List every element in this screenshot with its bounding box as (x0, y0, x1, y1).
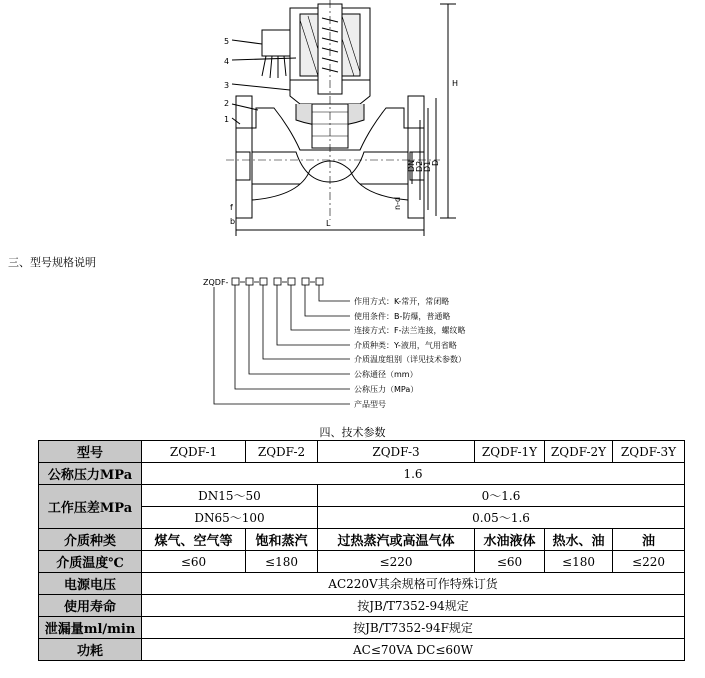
row-label-temperature: 介质温度℃ (39, 551, 142, 573)
row-label-lifespan: 使用寿命 (39, 595, 142, 617)
model-code-diagram (0, 270, 705, 420)
model-item-7: 产品型号 (354, 400, 386, 409)
model-cell-2: ZQDF-2 (246, 441, 318, 463)
dim-D1: D1 (423, 160, 432, 172)
model-item-4: 介质温度组别（详见技术参数） (354, 355, 466, 364)
table-title: 四、技术参数 (319, 426, 386, 439)
model-cell-1: ZQDF-1 (142, 441, 246, 463)
dim-DN: DN (407, 159, 416, 172)
temp-cell-3y: ≤220 (613, 551, 685, 573)
model-item-3: 介质种类：Y-液用，气用省略 (354, 341, 457, 350)
part-label-1: 1 (224, 115, 230, 124)
medium-cell-1y: 水油液体 (475, 529, 545, 551)
part-label-4: 4 (224, 57, 230, 66)
dim-b: b (230, 217, 236, 226)
table-row-leakage (39, 617, 685, 639)
valve-cross-section-drawing (0, 0, 705, 250)
model-cell-2y: ZQDF-2Y (545, 441, 613, 463)
temp-cell-2y: ≤180 (545, 551, 613, 573)
model-item-5: 公称通径（mm） (354, 370, 418, 379)
row-label-power: 功耗 (39, 639, 142, 661)
working-pressure-dn-1: DN15～50 (142, 485, 318, 507)
model-item-1: 使用条件：B-防爆，普通略 (354, 312, 451, 321)
row-label-leakage: 泄漏量ml/min (39, 617, 142, 639)
voltage-value: AC220V其余规格可作特殊订货 (142, 573, 685, 595)
part-label-5: 5 (224, 37, 230, 46)
working-pressure-range-2: 0.05～1.6 (318, 507, 685, 529)
dim-nd: n-d (393, 196, 402, 210)
model-cell-1y: ZQDF-1Y (475, 441, 545, 463)
power-value: AC≤70VA DC≤60W (142, 639, 685, 661)
temp-cell-3: ≤220 (318, 551, 475, 573)
model-item-0: 作用方式：K-常开，常闭略 (354, 297, 450, 306)
row-label-working-pressure: 工作压差MPa (39, 485, 142, 529)
model-code-prefix: ZQDF- (203, 278, 229, 287)
dim-H: H (452, 79, 459, 88)
medium-cell-3: 过热蒸汽或高温气体 (318, 529, 475, 551)
table-row-working-pressure-1 (39, 485, 685, 507)
medium-cell-3y: 油 (613, 529, 685, 551)
lifespan-value: 按JB/T7352-94规定 (142, 595, 685, 617)
dim-L: L (326, 219, 331, 228)
nominal-pressure-value: 1.6 (142, 463, 685, 485)
model-cell-3y: ZQDF-3Y (613, 441, 685, 463)
table-row-power (39, 639, 685, 661)
part-label-3: 3 (224, 81, 230, 90)
temp-cell-1y: ≤60 (475, 551, 545, 573)
row-label-medium: 介质种类 (39, 529, 142, 551)
table-row-temperature (39, 551, 685, 573)
part-label-2: 2 (224, 99, 230, 108)
table-row-model (39, 441, 685, 463)
table-row-lifespan (39, 595, 685, 617)
tech-spec-table (38, 440, 685, 661)
table-row-voltage (39, 573, 685, 595)
model-cell-3: ZQDF-3 (318, 441, 475, 463)
medium-cell-2y: 热水、油 (545, 529, 613, 551)
leakage-value: 按JB/T7352-94F规定 (142, 617, 685, 639)
working-pressure-range-1: 0～1.6 (318, 485, 685, 507)
row-label-model: 型号 (39, 441, 142, 463)
row-label-voltage: 电源电压 (39, 573, 142, 595)
table-row-nominal-pressure (39, 463, 685, 485)
model-item-6: 公称压力（MPa） (354, 385, 419, 394)
dim-D: D (431, 159, 440, 166)
dim-D2: D2 (415, 160, 424, 172)
section-heading-model-spec: 三、型号规格说明 (8, 256, 96, 269)
medium-cell-1: 煤气、空气等 (142, 529, 246, 551)
working-pressure-dn-2: DN65～100 (142, 507, 318, 529)
temp-cell-1: ≤60 (142, 551, 246, 573)
dim-f: f (230, 203, 233, 212)
medium-cell-2: 饱和蒸汽 (246, 529, 318, 551)
table-row-medium (39, 529, 685, 551)
temp-cell-2: ≤180 (246, 551, 318, 573)
model-item-2: 连接方式：F-法兰连接，螺纹略 (354, 326, 466, 335)
row-label-nominal-pressure: 公称压力MPa (39, 463, 142, 485)
